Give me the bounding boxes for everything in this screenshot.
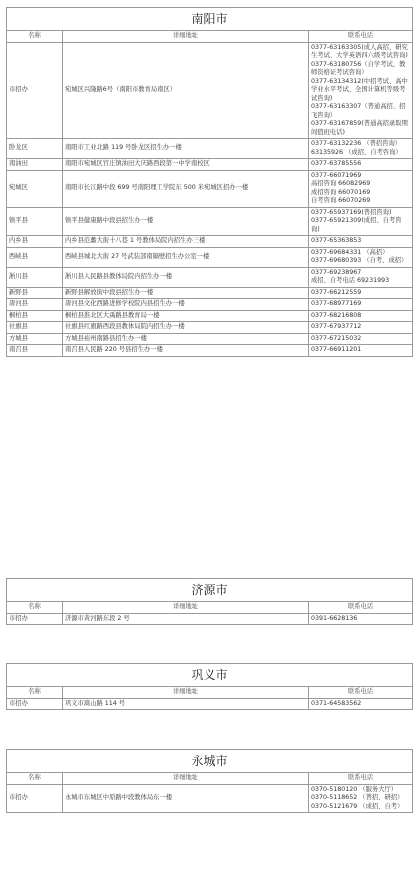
phone-cell <box>308 333 412 345</box>
office-address: 新野县解放街中段县招生办一楼 <box>63 287 309 299</box>
column-header-name: 名称 <box>7 773 63 785</box>
phone-number: 0377-65363853 <box>310 237 362 244</box>
table-row <box>7 247 413 267</box>
office-name: 南召县 <box>7 345 63 357</box>
table-row <box>7 139 413 159</box>
phone-number: 0377-69680393 （自考、成招） <box>310 257 408 264</box>
phone-cell <box>308 247 412 267</box>
phone-number: 高招咨询 66082969 <box>310 180 371 187</box>
office-address: 社旗县红旗路西段县教体局院内招生办一楼 <box>63 322 309 334</box>
phone-number: 0377-63134312(中招考试、高中学业水平考试、全国计算机等级考试咨询) <box>310 77 408 102</box>
gongyi-table <box>6 663 413 710</box>
office-address: 镇平县健康路中段县招生办一楼 <box>63 207 309 236</box>
phone-number: 0377-66911201 <box>310 346 362 353</box>
office-address: 南阳市宛城区官庄镇油田大庆路西段第一中学南校区 <box>63 159 309 171</box>
phone-cell <box>308 287 412 299</box>
office-address: 唐河县文化西路进修学校院内县招生办一楼 <box>63 299 309 311</box>
column-header-phone: 联系电话 <box>308 31 412 43</box>
phone-number: 0377-68216808 <box>310 311 362 319</box>
office-address: 内乡县范蠡大街十八巷 1 号教体局院内招生办三楼 <box>63 236 309 248</box>
table-row <box>7 207 413 236</box>
office-name: 宛城区 <box>7 170 63 207</box>
table-row <box>7 170 413 207</box>
phone-number: 成招咨询 66070169 <box>310 188 371 196</box>
phone-cell <box>308 613 412 625</box>
phone-number: 0377-67937712 <box>310 323 362 330</box>
column-header-address: 详细地址 <box>63 602 309 614</box>
city-title: 巩义市 <box>7 664 413 687</box>
table-row <box>7 236 413 248</box>
nanyang-table <box>6 7 413 357</box>
yongcheng-table-block <box>6 749 413 813</box>
phone-number: 自考咨询 66070269 <box>310 197 371 204</box>
phone-number: 成招、自考电话 69231993 <box>310 277 390 284</box>
phone-cell <box>308 310 412 322</box>
table-row <box>7 299 413 311</box>
table-row <box>7 784 413 813</box>
office-name: 内乡县 <box>7 236 63 248</box>
office-name: 卧龙区 <box>7 139 63 159</box>
phone-number: 0377-63785556 <box>310 160 362 167</box>
office-name: 市招办 <box>7 42 63 139</box>
nanyang-table-block <box>6 7 413 357</box>
table-row <box>7 613 413 625</box>
office-name: 市招办 <box>7 698 63 710</box>
yongcheng-table <box>6 749 413 813</box>
phone-number: 0377-65921309(成招、自考咨询) <box>310 217 402 233</box>
office-name: 市招办 <box>7 613 63 625</box>
table-row <box>7 310 413 322</box>
phone-number: 0391-6628136 <box>310 614 358 622</box>
phone-cell <box>308 236 412 248</box>
gongyi-table-block <box>6 663 413 710</box>
office-name: 新野县 <box>7 287 63 299</box>
office-name: 唐河县 <box>7 299 63 311</box>
phone-cell <box>308 698 412 710</box>
phone-number: 0370-5180120 （服务大厅） <box>310 785 398 793</box>
phone-number: 0377-69238967 <box>310 268 362 276</box>
table-row <box>7 333 413 345</box>
header-row <box>7 773 413 785</box>
header-row <box>7 31 413 43</box>
phone-number: 0377-63180756（自学考试、教师资格证考试咨询） <box>310 60 406 76</box>
column-header-name: 名称 <box>7 602 63 614</box>
phone-cell <box>308 207 412 236</box>
table-row <box>7 267 413 287</box>
phone-cell <box>308 170 412 207</box>
column-header-phone: 联系电话 <box>308 602 412 614</box>
office-address: 宛城区兴隆路6号（南阳市教育局南区） <box>63 42 309 139</box>
phone-number: 0377-63167859(普通高招录取期间值班电话) <box>310 120 408 136</box>
phone-number: 0377-63132236 （普招咨询） <box>310 140 402 147</box>
phone-number: 0371-64583562 <box>310 699 362 707</box>
phone-number: 0370-5121679 （成招、自考） <box>310 802 404 810</box>
phone-number: 0377-67215032 <box>310 334 362 342</box>
phone-number: 0377-66071969 <box>310 171 362 179</box>
column-header-address: 详细地址 <box>63 773 309 785</box>
office-address: 方城县裕州南路县招生办一楼 <box>63 333 309 345</box>
city-title: 济源市 <box>7 579 413 602</box>
phone-cell <box>308 299 412 311</box>
phone-number: 63135926 （成招、自考咨询） <box>310 148 402 156</box>
phone-number: 0377-66212559 <box>310 288 362 296</box>
jiyuan-table-block <box>6 578 413 625</box>
table-row <box>7 345 413 357</box>
city-title: 永城市 <box>7 750 413 773</box>
phone-cell <box>308 267 412 287</box>
table-row <box>7 42 413 139</box>
phone-cell <box>308 42 412 139</box>
table-row <box>7 698 413 710</box>
column-header-phone: 联系电话 <box>308 773 412 785</box>
office-name: 桐柏县 <box>7 310 63 322</box>
phone-number: 0370-5118652 （普招、研招） <box>310 794 404 801</box>
phone-cell <box>308 784 412 813</box>
phone-number: 0377-68977169 <box>310 300 362 307</box>
phone-cell <box>308 139 412 159</box>
column-header-phone: 联系电话 <box>308 687 412 699</box>
office-name: 方城县 <box>7 333 63 345</box>
column-header-address: 详细地址 <box>63 687 309 699</box>
office-name: 市招办 <box>7 784 63 813</box>
phone-cell <box>308 322 412 334</box>
office-address: 南阳市长江路中段 699 号南阳理工学院东 500 米宛城区招办一楼 <box>63 170 309 207</box>
office-name: 南油田 <box>7 159 63 171</box>
office-address: 永城市东城区中原路中段教体局东一楼 <box>63 784 309 813</box>
table-row <box>7 322 413 334</box>
office-address: 济源市黄河路东段 2 号 <box>63 613 309 625</box>
office-name: 镇平县 <box>7 207 63 236</box>
phone-number: 0377-63163307（普通高招、招飞咨询） <box>310 103 406 119</box>
phone-number: 0377-63163305(成人高招、研究生考试、大学英语四六级考试咨询) <box>310 43 408 59</box>
office-address: 南阳市工业北路 119 号卧龙区招生办一楼 <box>63 139 309 159</box>
phone-number: 0377-69684331 （高招） <box>310 248 389 256</box>
phone-number: 0377-65937169(普招咨询) <box>310 208 392 216</box>
phone-cell <box>308 159 412 171</box>
office-name: 社旗县 <box>7 322 63 334</box>
phone-cell <box>308 345 412 357</box>
city-title: 南阳市 <box>7 8 413 31</box>
column-header-address: 详细地址 <box>63 31 309 43</box>
office-name: 西峡县 <box>7 247 63 267</box>
office-address: 淅川县人民路县教体局院内招生办一楼 <box>63 267 309 287</box>
office-address: 南召县人民路 220 号县招生办一楼 <box>63 345 309 357</box>
column-header-name: 名称 <box>7 687 63 699</box>
header-row <box>7 602 413 614</box>
header-row <box>7 687 413 699</box>
column-header-name: 名称 <box>7 31 63 43</box>
table-row <box>7 159 413 171</box>
office-name: 淅川县 <box>7 267 63 287</box>
table-row <box>7 287 413 299</box>
office-address: 桐柏县淮北区大禹路县教育局一楼 <box>63 310 309 322</box>
jiyuan-table <box>6 578 413 625</box>
office-address: 西峡县城北大街 27 号武装部南隔壁招生办公室一楼 <box>63 247 309 267</box>
office-address: 巩义市嵩山路 114 号 <box>63 698 309 710</box>
